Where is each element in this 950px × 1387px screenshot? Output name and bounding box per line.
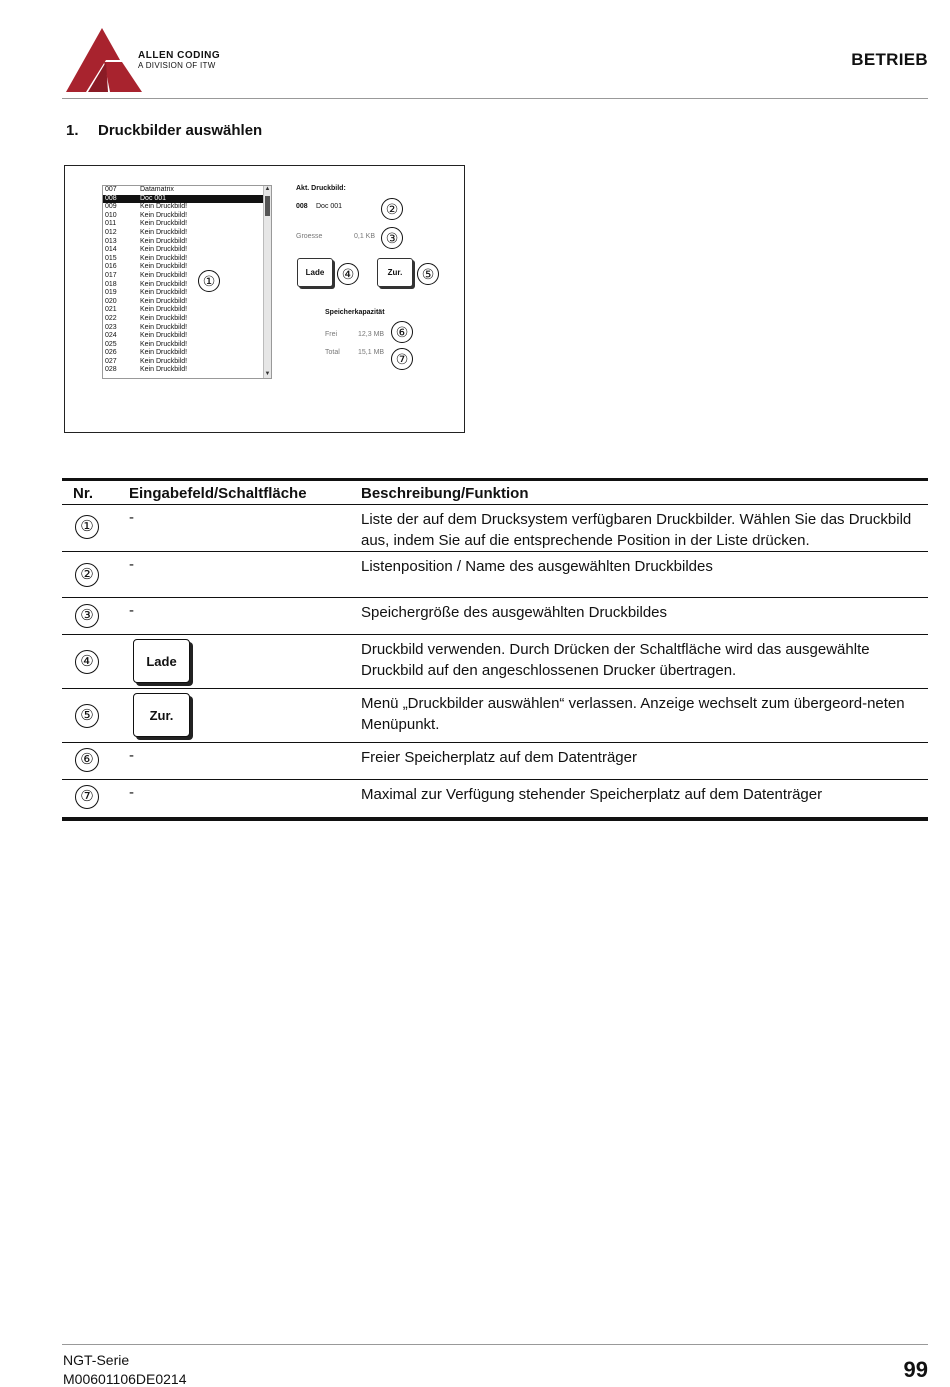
list-item-number: 012 xyxy=(105,228,117,236)
list-item-name: Kein Druckbild! xyxy=(140,211,188,219)
list-item[interactable] xyxy=(103,289,271,298)
table-row xyxy=(62,689,928,743)
list-item-name: Kein Druckbild! xyxy=(140,357,188,365)
list-item-number: 020 xyxy=(105,297,117,305)
callout-5: ⑤ xyxy=(417,263,439,285)
list-item-name: Kein Druckbild! xyxy=(140,340,188,348)
list-item[interactable] xyxy=(103,358,271,367)
list-item-name: Kein Druckbild! xyxy=(140,332,188,340)
row-description: Freier Speicherplatz auf dem Datenträger xyxy=(361,749,637,766)
list-item-name: Kein Druckbild! xyxy=(140,263,188,271)
list-item-name: Kein Druckbild! xyxy=(140,280,188,288)
list-item-name: Kein Druckbild! xyxy=(140,297,188,305)
list-item-name: Datamatrix xyxy=(140,186,174,193)
list-item[interactable] xyxy=(103,281,271,290)
callout-4: ④ xyxy=(337,263,359,285)
current-image-num: 008 xyxy=(296,203,308,210)
screen-figure xyxy=(64,165,465,433)
row-number: ⑤ xyxy=(75,704,99,728)
list-item-name: Kein Druckbild! xyxy=(140,220,188,228)
table-row xyxy=(62,780,928,818)
list-item-name: Kein Druckbild! xyxy=(140,271,188,279)
load-button[interactable]: Lade xyxy=(297,258,333,287)
list-item-number: 024 xyxy=(105,332,117,340)
list-item-name: Kein Druckbild! xyxy=(140,228,188,236)
list-item-name: Kein Druckbild! xyxy=(140,349,188,357)
brand-name: ALLEN CODING xyxy=(138,50,221,61)
description-table xyxy=(62,478,928,821)
page-number: 99 xyxy=(903,1357,928,1382)
list-item-number: 011 xyxy=(105,220,117,228)
header-field: Eingabefeld/Schaltfläche xyxy=(129,485,307,502)
list-item-number: 018 xyxy=(105,280,117,288)
list-scrollbar[interactable] xyxy=(263,186,271,378)
list-item-number: 014 xyxy=(105,246,117,254)
list-item-number: 027 xyxy=(105,357,117,365)
print-image-list[interactable] xyxy=(102,185,272,379)
callout-7: ⑦ xyxy=(391,348,413,370)
row-number: ⑦ xyxy=(75,785,99,809)
row-description: Listenposition / Name des ausgewählten Druckbildes xyxy=(361,558,713,575)
row-description: Speichergröße des ausgewählten Druckbildes xyxy=(361,604,668,621)
list-item[interactable] xyxy=(103,263,271,272)
list-item-number: 009 xyxy=(105,203,117,211)
list-item-number: 023 xyxy=(105,323,117,331)
heading-number: 1. xyxy=(66,122,79,139)
callout-2: ② xyxy=(381,198,403,220)
brand-tagline: A DIVISION OF ITW xyxy=(138,61,216,70)
row-number: ③ xyxy=(75,604,99,628)
page-heading xyxy=(66,122,262,139)
list-item-number: 026 xyxy=(105,349,117,357)
list-item[interactable] xyxy=(103,238,271,247)
table-row xyxy=(62,635,928,689)
list-item[interactable] xyxy=(103,349,271,358)
list-item-name: Kein Druckbild! xyxy=(140,246,188,254)
list-item-name: Kein Druckbild! xyxy=(140,366,188,374)
list-item[interactable] xyxy=(103,255,271,264)
list-item-name: Kein Druckbild! xyxy=(140,289,188,297)
row-field: - xyxy=(129,747,134,764)
lade-button-illustration: Lade xyxy=(133,639,190,683)
list-item-name: Doc 001 xyxy=(140,194,167,202)
list-item[interactable] xyxy=(103,306,271,315)
list-item[interactable] xyxy=(103,212,271,221)
list-item-name: Kein Druckbild! xyxy=(140,323,188,331)
scroll-down-icon[interactable]: ▼ xyxy=(264,371,271,377)
list-item[interactable] xyxy=(103,246,271,255)
row-description: Menü „Druckbilder auswählen“ verlassen. Anzeige wechselt zum übergeord-neten Menüpunkt. xyxy=(361,695,905,733)
list-item-name: Kein Druckbild! xyxy=(140,203,188,211)
free-label: Frei xyxy=(325,331,338,338)
list-item-number: 019 xyxy=(105,289,117,297)
list-item-name: Kein Druckbild! xyxy=(140,254,188,262)
header-divider xyxy=(62,98,928,99)
list-item-number: 015 xyxy=(105,254,117,262)
callout-6: ⑥ xyxy=(391,321,413,343)
footer-doc-id: M00601106DE0214 xyxy=(63,1371,187,1387)
table-row xyxy=(62,552,928,598)
row-description: Liste der auf dem Drucksystem verfügbaren Druckbilder. Wählen Sie das Druckbild aus, indem Sie auf die entsprechende Position in der Liste drücken. xyxy=(361,511,912,549)
header-desc: Beschreibung/Funktion xyxy=(361,485,529,502)
list-item-name: Kein Druckbild! xyxy=(140,314,188,322)
allen-coding-logo xyxy=(66,26,146,94)
list-item[interactable] xyxy=(103,332,271,341)
list-item-number: 021 xyxy=(105,306,117,314)
list-item[interactable] xyxy=(103,203,271,212)
section-title: BETRIEB xyxy=(851,50,928,69)
list-item[interactable] xyxy=(103,315,271,324)
list-item[interactable] xyxy=(103,298,271,307)
size-label: Groesse xyxy=(296,233,323,240)
row-number: ④ xyxy=(75,650,99,674)
header-nr: Nr. xyxy=(73,485,94,502)
row-field: - xyxy=(129,509,134,526)
list-item[interactable] xyxy=(103,186,271,195)
footer-series: NGT-Serie xyxy=(63,1352,130,1368)
list-item-name: Kein Druckbild! xyxy=(140,237,188,245)
capacity-label: Speicherkapazität xyxy=(325,309,385,316)
row-description: Druckbild verwenden. Durch Drücken der Schaltfläche wird das ausgewählte Druckbild auf den angeschlossenen Drucker übertragen. xyxy=(361,641,870,679)
row-field: - xyxy=(129,556,134,573)
row-description: Maximal zur Verfügung stehender Speicherplatz auf dem Datenträger xyxy=(361,786,823,803)
list-item[interactable] xyxy=(103,341,271,350)
list-item[interactable] xyxy=(103,272,271,281)
list-item-number: 013 xyxy=(105,237,117,245)
footer-divider xyxy=(62,1344,928,1345)
table-row xyxy=(62,598,928,635)
list-item[interactable] xyxy=(103,324,271,333)
scroll-up-icon[interactable]: ▲ xyxy=(264,186,271,192)
list-item-number: 007 xyxy=(105,186,117,193)
list-item[interactable] xyxy=(103,195,271,204)
callout-1: ① xyxy=(198,270,220,292)
table-row xyxy=(62,505,928,552)
size-value: 0,1 KB xyxy=(354,233,376,240)
list-item[interactable] xyxy=(103,366,271,375)
free-value: 12,3 MB xyxy=(358,331,385,338)
row-number: ⑥ xyxy=(75,748,99,772)
current-image-label: Akt. Druckbild: xyxy=(296,185,346,192)
list-item-number: 022 xyxy=(105,314,117,322)
row-field: - xyxy=(129,602,134,619)
back-button[interactable]: Zur. xyxy=(377,258,413,287)
list-item-number: 017 xyxy=(105,271,117,279)
total-label: Total xyxy=(325,349,340,356)
list-item-number: 010 xyxy=(105,211,117,219)
table-row xyxy=(62,743,928,780)
total-value: 15,1 MB xyxy=(358,349,385,356)
list-item-number: 025 xyxy=(105,340,117,348)
zur-button-illustration: Zur. xyxy=(133,693,190,737)
list-item[interactable] xyxy=(103,220,271,229)
list-item-name: Kein Druckbild! xyxy=(140,306,188,314)
list-item-number: 008 xyxy=(105,194,117,202)
row-number: ② xyxy=(75,563,99,587)
table-header xyxy=(62,481,928,505)
list-item-number: 016 xyxy=(105,263,117,271)
row-field: - xyxy=(129,784,134,801)
scroll-thumb[interactable] xyxy=(265,196,270,216)
row-number: ① xyxy=(75,515,99,539)
callout-3: ③ xyxy=(381,227,403,249)
list-item-number: 028 xyxy=(105,366,117,374)
list-item[interactable] xyxy=(103,229,271,238)
heading-title: Druckbilder auswählen xyxy=(98,122,263,139)
current-image-name: Doc 001 xyxy=(316,203,343,210)
